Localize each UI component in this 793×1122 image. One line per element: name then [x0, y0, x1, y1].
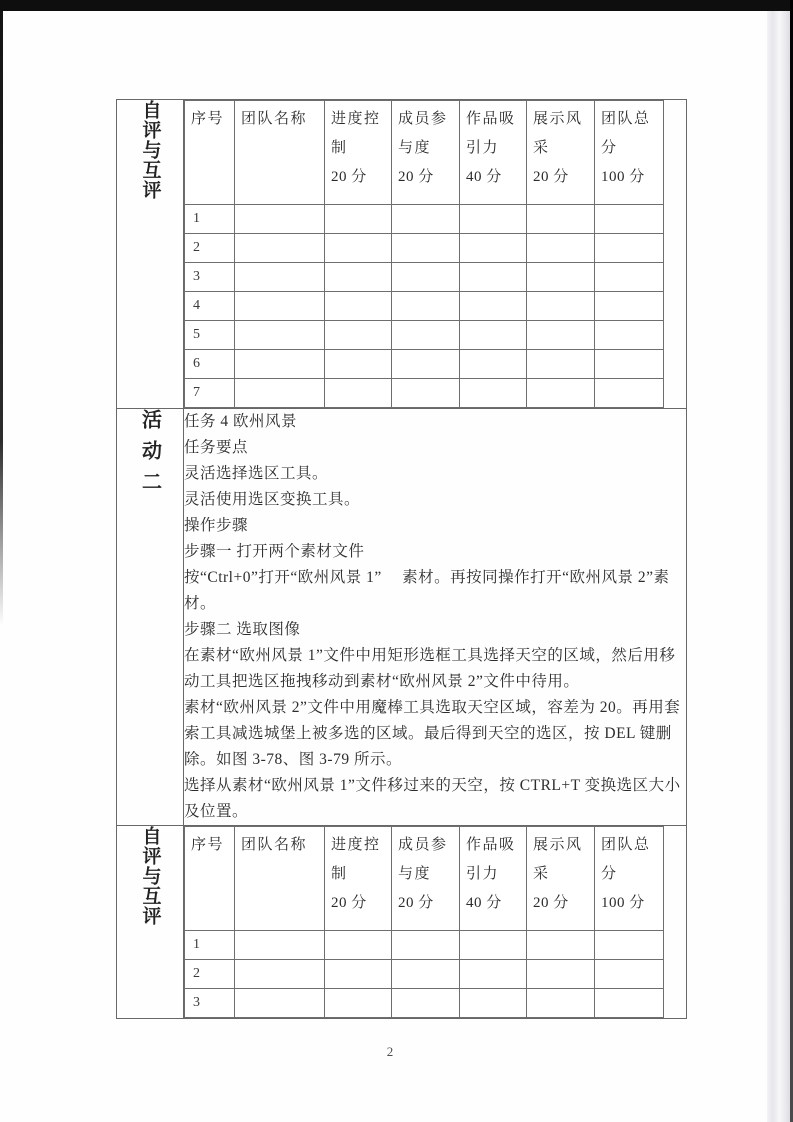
- eval-cell: [325, 379, 392, 408]
- row-number-cell: 7: [185, 379, 235, 408]
- eval-cell: [595, 931, 664, 960]
- eval-cell: [460, 931, 527, 960]
- eval-cell: [460, 263, 527, 292]
- side-label-eval-bottom: 自评与互评: [139, 826, 161, 926]
- activity-step-heading: 步骤二 选取图像: [184, 621, 301, 638]
- worksheet-outer-table: [116, 99, 687, 1019]
- eval-header-cell: [595, 101, 664, 205]
- eval-header-cell: [185, 101, 235, 205]
- eval-bottom-table: [184, 826, 664, 1018]
- eval-cell: [595, 960, 664, 989]
- eval-cell: [460, 379, 527, 408]
- eval-cell: [460, 989, 527, 1018]
- activity-paragraph: 在素材“欧州风景 1”文件中用矩形选框工具选择天空的区域，然后用移动工具把选区拖拽移动到素材“欧州风景 2”文件中待用。: [184, 647, 676, 690]
- section-eval-top: [117, 100, 687, 409]
- section-activity-2: [117, 409, 687, 826]
- eval-cell: [392, 931, 460, 960]
- eval-cell: [392, 263, 460, 292]
- eval-cell: [392, 292, 460, 321]
- eval-header-title: 团队总分: [601, 111, 651, 156]
- eval-cell: [595, 292, 664, 321]
- eval-header-title: 作品吸引力: [466, 111, 516, 156]
- row-number-cell: 3: [185, 263, 235, 292]
- eval-cell: [325, 263, 392, 292]
- scan-edge-left: [0, 11, 3, 626]
- eval-cell: [392, 350, 460, 379]
- activity-paragraph: 选择从素材“欧州风景 1”文件移过来的天空，按 CTRL+T 变换选区大小及位置。: [184, 777, 681, 820]
- eval-cell: [325, 292, 392, 321]
- eval-header-cell: [460, 101, 527, 205]
- activity-paragraph: 按“Ctrl+0”打开“欧州风景 1” 素材。再按同操作打开“欧州风景 2”素材。: [184, 569, 670, 612]
- row-number-cell: 6: [185, 350, 235, 379]
- eval-cell: [235, 263, 325, 292]
- eval-row: [185, 931, 664, 960]
- eval-top-table-cell: [184, 100, 687, 409]
- eval-cell: [595, 234, 664, 263]
- eval-header-score: 40 分: [466, 895, 502, 911]
- eval-cell: [595, 321, 664, 350]
- eval-header-score: 40 分: [466, 169, 502, 185]
- eval-cell: [392, 234, 460, 263]
- eval-cell: [325, 931, 392, 960]
- scan-edge-right-shadow: [767, 11, 790, 1122]
- eval-row: [185, 379, 664, 408]
- eval-cell: [235, 321, 325, 350]
- eval-header-title: 展示风采: [533, 837, 583, 882]
- eval-header-title: 团队总分: [601, 837, 651, 882]
- activity-text-cell: [184, 409, 687, 826]
- eval-cell: [325, 234, 392, 263]
- eval-header-title: 序号: [191, 111, 225, 127]
- row-number-cell: 4: [185, 292, 235, 321]
- eval-header-cell: [392, 101, 460, 205]
- eval-header-score: 20 分: [331, 169, 367, 185]
- eval-cell: [235, 960, 325, 989]
- eval-cell: [460, 960, 527, 989]
- eval-cell: [595, 379, 664, 408]
- eval-cell: [325, 321, 392, 350]
- eval-cell: [595, 205, 664, 234]
- eval-header-cell: [527, 101, 595, 205]
- eval-cell: [460, 292, 527, 321]
- section-eval-bottom: [117, 826, 687, 1019]
- side-label-eval-top: 自评与互评: [139, 100, 161, 200]
- eval-cell: [325, 205, 392, 234]
- eval-header-score: 20 分: [398, 895, 434, 911]
- eval-row: [185, 292, 664, 321]
- eval-cell: [527, 234, 595, 263]
- eval-header-cell: [392, 827, 460, 931]
- eval-row: [185, 989, 664, 1018]
- eval-cell: [527, 205, 595, 234]
- eval-header-score: 20 分: [533, 169, 569, 185]
- eval-cell: [325, 989, 392, 1018]
- side-label-cell-eval-top: [117, 100, 184, 409]
- activity-paragraph: 素材“欧州风景 2”文件中用魔棒工具选取天空区域，容差为 20。再用套索工具减选城堡上被多选的区域。最后得到天空的选区，按 DEL 键删除。如图 3-78、图 3-79 所示。: [184, 699, 681, 768]
- activity-line: 任务要点: [184, 439, 249, 456]
- eval-cell: [325, 350, 392, 379]
- eval-row: [185, 234, 664, 263]
- eval-header-title: 成员参与度: [398, 837, 448, 882]
- activity-line: 操作步骤: [184, 517, 249, 534]
- eval-header-title: 团队名称: [241, 111, 308, 127]
- eval-cell: [235, 234, 325, 263]
- eval-cell: [460, 321, 527, 350]
- eval-cell: [392, 379, 460, 408]
- activity-task-title: 任务 4 欧州风景: [184, 413, 298, 430]
- eval-header-cell: [235, 827, 325, 931]
- row-number-cell: 2: [185, 234, 235, 263]
- eval-cell: [527, 989, 595, 1018]
- row-number-cell: 3: [185, 989, 235, 1018]
- eval-header-cell: [325, 101, 392, 205]
- eval-cell: [460, 350, 527, 379]
- eval-header-score: 20 分: [331, 895, 367, 911]
- eval-header-score: 100 分: [601, 169, 645, 185]
- eval-header-row: [185, 827, 664, 931]
- eval-cell: [595, 350, 664, 379]
- eval-row: [185, 960, 664, 989]
- eval-cell: [595, 263, 664, 292]
- side-label-cell-eval-bottom: [117, 826, 184, 1019]
- eval-header-title: 进度控制: [331, 837, 381, 882]
- eval-header-title: 展示风采: [533, 111, 583, 156]
- eval-header-score: 100 分: [601, 895, 645, 911]
- eval-header-title: 成员参与度: [398, 111, 448, 156]
- eval-row: [185, 205, 664, 234]
- scan-edge-top: [0, 0, 793, 11]
- eval-cell: [460, 234, 527, 263]
- eval-header-score: 20 分: [398, 169, 434, 185]
- eval-cell: [392, 989, 460, 1018]
- activity-line: 灵活使用选区变换工具。: [184, 491, 361, 508]
- activity-step-heading: 步骤一 打开两个素材文件: [184, 543, 365, 560]
- row-number-cell: 1: [185, 931, 235, 960]
- eval-cell: [392, 205, 460, 234]
- eval-row: [185, 321, 664, 350]
- eval-header-cell: [185, 827, 235, 931]
- eval-cell: [527, 350, 595, 379]
- eval-cell: [235, 931, 325, 960]
- side-label-cell-activity: [117, 409, 184, 826]
- eval-cell: [460, 205, 527, 234]
- eval-cell: [527, 292, 595, 321]
- eval-cell: [235, 205, 325, 234]
- eval-cell: [527, 379, 595, 408]
- eval-cell: [235, 989, 325, 1018]
- eval-cell: [595, 989, 664, 1018]
- eval-header-cell: [460, 827, 527, 931]
- activity-line: 灵活选择选区工具。: [184, 465, 329, 482]
- eval-header-row: [185, 101, 664, 205]
- eval-cell: [235, 379, 325, 408]
- row-number-cell: 5: [185, 321, 235, 350]
- eval-header-score: 20 分: [533, 895, 569, 911]
- eval-header-title: 进度控制: [331, 111, 381, 156]
- eval-top-table: [184, 100, 664, 408]
- eval-header-cell: [235, 101, 325, 205]
- page-number: 2: [386, 1044, 394, 1059]
- eval-bottom-table-cell: [184, 826, 687, 1019]
- eval-cell: [527, 263, 595, 292]
- eval-cell: [527, 960, 595, 989]
- eval-cell: [392, 321, 460, 350]
- eval-cell: [527, 931, 595, 960]
- eval-header-title: 作品吸引力: [466, 837, 516, 882]
- eval-header-title: 团队名称: [241, 837, 308, 853]
- eval-cell: [527, 321, 595, 350]
- row-number-cell: 2: [185, 960, 235, 989]
- side-label-activity: 活动二: [138, 409, 161, 502]
- eval-cell: [392, 960, 460, 989]
- eval-header-cell: [527, 827, 595, 931]
- eval-row: [185, 263, 664, 292]
- eval-header-cell: [325, 827, 392, 931]
- eval-cell: [235, 292, 325, 321]
- eval-cell: [235, 350, 325, 379]
- row-number-cell: 1: [185, 205, 235, 234]
- document-body: [116, 99, 687, 1019]
- eval-cell: [325, 960, 392, 989]
- eval-header-title: 序号: [191, 837, 225, 853]
- eval-header-cell: [595, 827, 664, 931]
- eval-row: [185, 350, 664, 379]
